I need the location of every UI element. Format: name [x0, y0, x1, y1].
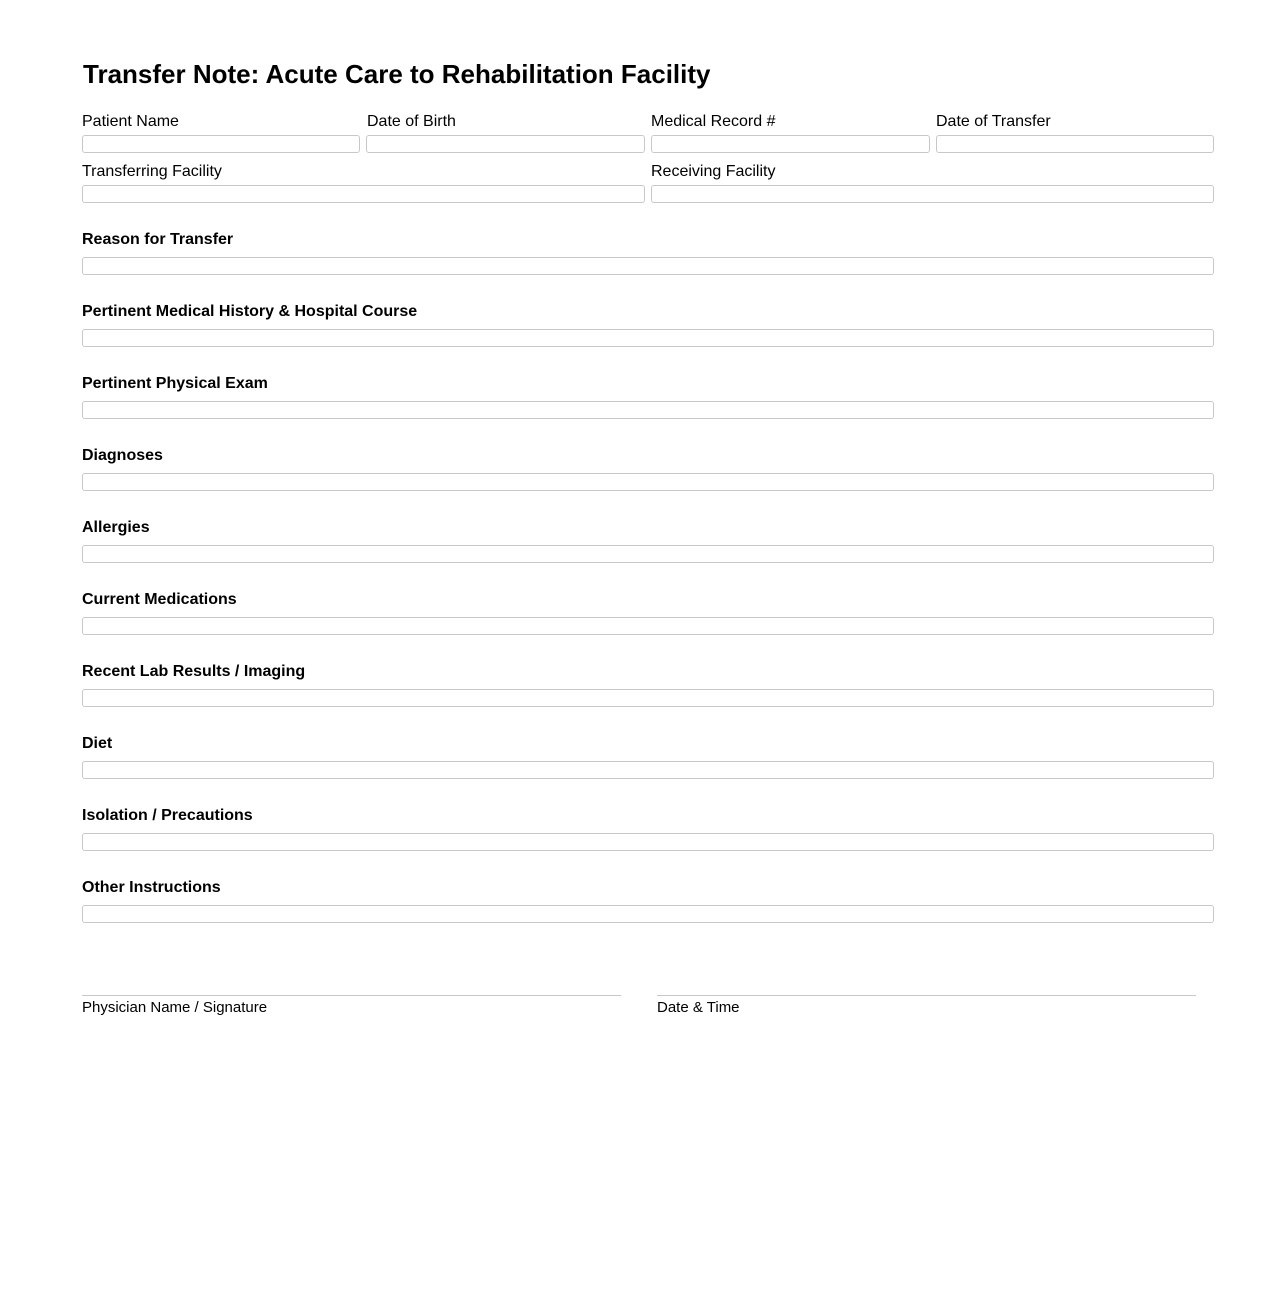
medical-record-label: Medical Record #: [651, 113, 776, 130]
physical-exam-heading: Pertinent Physical Exam: [82, 375, 268, 392]
patient-name-input[interactable]: [82, 135, 360, 153]
current-medications-input[interactable]: [82, 617, 1214, 635]
receiving-facility-input[interactable]: [651, 185, 1214, 203]
date-time-label: Date & Time: [657, 999, 740, 1016]
date-of-transfer-label: Date of Transfer: [936, 113, 1051, 130]
lab-results-heading: Recent Lab Results / Imaging: [82, 663, 306, 680]
physician-signature-line[interactable]: [82, 995, 621, 996]
receiving-facility-label: Receiving Facility: [651, 163, 776, 180]
physician-signature-label: Physician Name / Signature: [82, 999, 268, 1016]
transferring-facility-label: Transferring Facility: [82, 163, 222, 180]
reason-for-transfer-heading: Reason for Transfer: [82, 231, 234, 248]
page-title: Transfer Note: Acute Care to Rehabilitation Facility: [83, 59, 711, 89]
allergies-heading: Allergies: [82, 519, 150, 536]
isolation-precautions-heading: Isolation / Precautions: [82, 807, 253, 824]
other-instructions-input[interactable]: [82, 905, 1214, 923]
diet-input[interactable]: [82, 761, 1214, 779]
date-time-line[interactable]: [657, 995, 1196, 996]
current-medications-heading: Current Medications: [82, 591, 237, 608]
allergies-input[interactable]: [82, 545, 1214, 563]
diagnoses-input[interactable]: [82, 473, 1214, 491]
date-of-birth-input[interactable]: [366, 135, 645, 153]
other-instructions-heading: Other Instructions: [82, 879, 221, 896]
patient-name-label: Patient Name: [82, 113, 179, 130]
physical-exam-input[interactable]: [82, 401, 1214, 419]
medical-history-input[interactable]: [82, 329, 1214, 347]
lab-results-input[interactable]: [82, 689, 1214, 707]
transferring-facility-input[interactable]: [82, 185, 645, 203]
date-of-birth-label: Date of Birth: [367, 113, 456, 130]
reason-for-transfer-input[interactable]: [82, 257, 1214, 275]
isolation-precautions-input[interactable]: [82, 833, 1214, 851]
medical-history-heading: Pertinent Medical History & Hospital Course: [82, 303, 418, 320]
date-of-transfer-input[interactable]: [936, 135, 1214, 153]
medical-record-input[interactable]: [651, 135, 930, 153]
diet-heading: Diet: [82, 735, 113, 752]
diagnoses-heading: Diagnoses: [82, 447, 163, 464]
